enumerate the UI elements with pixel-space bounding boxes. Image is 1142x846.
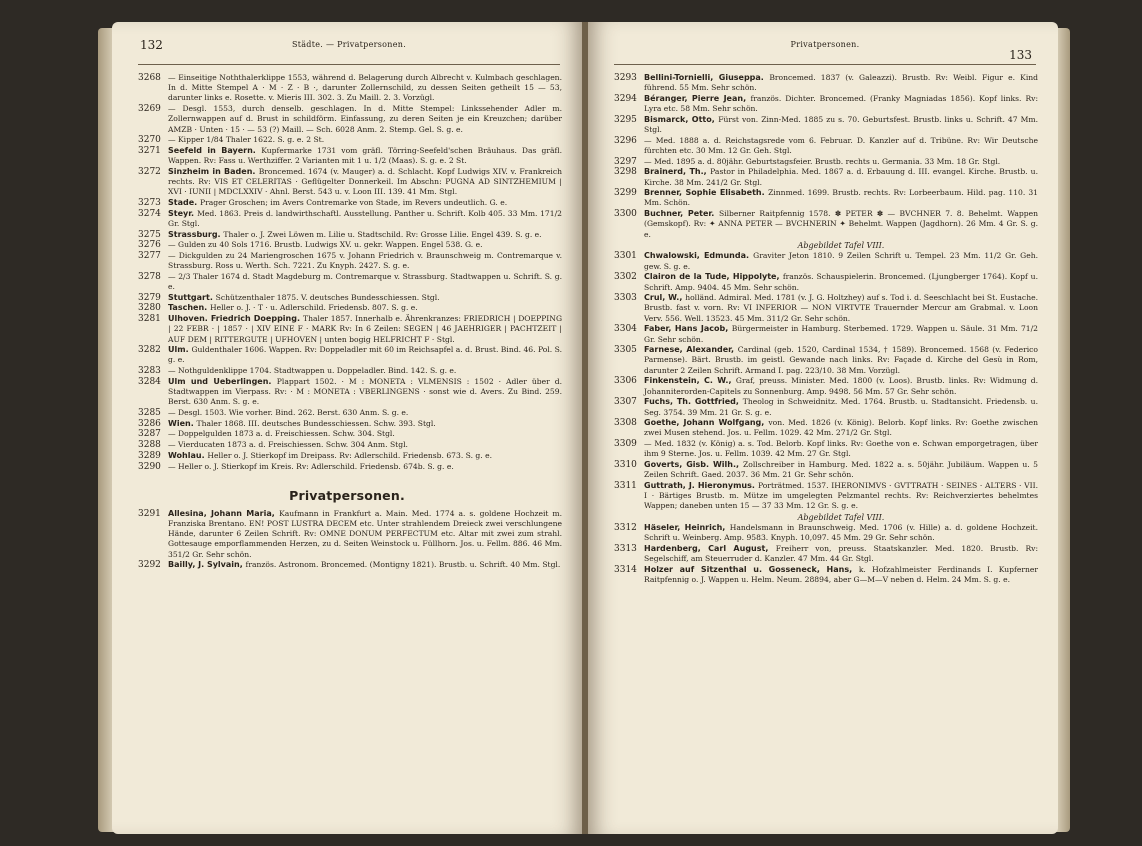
entry-text: Hardenberg, Carl August, Freiherr von, preuss. Staatskanzler. Med. 1820. Brustb. Rv: Segelschiff, am Steuerruder d. Kanzler. 47 Mm. 44 Gr. Stgl. [644,544,1039,564]
entry-text: Häseler, Heinrich, Handelsmann in Braunschweig. Med. 1706 (v. Hille) a. d. goldene Hochzeit. Schrift u. Weinberg. Amp. 9583. Knyph. 10,097. 45 Mm. 29 Gr. Sehr schön. [644,523,1038,543]
catalog-entry [614,209,1038,251]
catalog-entry [614,293,1038,324]
entry-lead: Sinzheim in Baden. [168,166,259,176]
entry-text: — 2/3 Thaler 1674 d. Stadt Magdeburg m. Contremarque v. Strassburg. Stadtwappen u. Schrift. S. g. e. [168,271,562,292]
left-running-head: Städte. — Privatpersonen. [291,40,407,49]
catalog-entry [614,167,1038,187]
entry-text: — Kipper 1/84 Thaler 1622. S. g. e. 2 St. [168,135,325,145]
entry-text: Buchner, Peter. Silberner Raitpfennig 1578. ✽ PETER ✽ — BVCHNER 7. 8. Behelmt. Wappen (Gemskopf). Rv: ✦ ANNA PETER — BVCHNERIN ✦ Behelmt. Wappen (Jagdhorn). 26 Mm. 4 Gr. S. g. e. Abgebildet Tafel VIII. [644,209,1038,250]
entry-number: 3272 [138,166,161,177]
entry-number: 3271 [138,145,161,156]
entry-number: 3286 [138,418,161,429]
entry-lead: Ulm und Ueberlingen. [168,376,277,386]
catalog-entry [138,73,562,104]
entry-text: Ulm. Guldenthaler 1606. Wappen. Rv: Doppeladler mit 60 im Reichsapfel a. d. Brust. Bind. 46. Pol. S. g. e. [168,345,562,365]
entry-lead: Strassburg. [168,229,224,239]
entry-number: 3289 [138,450,161,461]
entry-number: 3287 [138,429,161,440]
entry-text: Crul, W., holländ. Admiral. Med. 1781 (v. J. G. Holtzhey) auf s. Tod i. d. Seeschlacht bei St. Eustache. Brustb. fast v. vorn. Rv: VI INFERIOR — NON VIRTVTE Trauernder Mercur am Grabmal. v. Loon Verv. 556. Well. 13523. 45 Mm. 311/2 Gr. Sehr schön. [644,293,1038,323]
catalog-entry [614,565,1038,585]
entry-lead: Steyr. [168,208,198,218]
entry-number: 3305 [614,345,637,356]
entry-number: 3306 [614,376,637,387]
entry-number: 3280 [138,303,161,314]
catalog-entry [138,509,562,560]
entry-lead: Taschen. [168,303,210,313]
entry-text: Bellini-Tornielli, Giuseppa. Broncemed. 1837 (v. Galeazzi). Brustb. Rv: Weibl. Figur e. Kind führend. 55 Mm. Sehr schön. [644,73,1038,93]
entry-text: Goethe, Johann Wolfgang, von. Med. 1826 (v. König). Belorb. Kopf links. Rv: Goethe zwischen zwei Musen stehend. Jos. u. Fellm. 1029. 42 Mm. 271/2 Gr. Stgl. [644,418,1038,438]
catalog-entry [138,377,562,408]
entry-text: — Desgl. 1553, durch denselb. geschlagen. In d. Mitte Stempel: Linkssehender Adler m. Zollernwappen auf d. Brust in schildförm. Einfassung, zu deren Seiten je ein Kreuzchen; darüber AMZB · Unten · 15 · — 53 (?) Maill. — Sch. 6028 Anm. 2. Stemp. Gel. S. g. e. [168,104,562,134]
entry-text: Bailly, J. Sylvain, französ. Astronom. Broncemed. (Montigny 1821). Brustb. u. Schrift. 40 Mm. Stgl. [168,560,561,570]
entry-number: 3299 [614,188,637,199]
entry-lead: Chwalowski, Edmunda. [644,251,754,261]
entry-number: 3308 [614,418,637,429]
right-header [614,38,1036,68]
entry-lead: Ulm. [168,345,192,355]
catalog-entry [138,408,562,418]
entry-text: Ulm und Ueberlingen. Plappart 1502. · M : MONETA : VLMENSIS : 1502 · Adler über d. Stadtwappen im Vierpass. Rv: · M : MONETA : VBERLINGENS · sonst wie d. Avers. Zu Bind. 259. Berst. 630 Anm. S. g. e. [168,376,562,407]
entry-text: Finkenstein, C. W., Graf, preuss. Minister. Med. 1800 (v. Loos). Brustb. links. Rv: Widmung d. Johanniterorden-Capitels zu Sonnenburg. Amp. 9498. 56 Mm. 57 Gr. Sehr schön. [644,376,1038,396]
entry-lead: Béranger, Pierre Jean, [644,93,751,103]
entry-number: 3313 [614,544,637,555]
left-entries [138,73,562,472]
entry-text: — Dickgulden zu 24 Mariengroschen 1675 v. Johann Friedrich v. Braunschweig m. Contremarque v. Strassburg. Ross u. Werth. Sch. 7221. Zu Knyph. 2427. S. g. e. [168,250,562,271]
catalog-entry [138,366,562,376]
entry-number: 3300 [614,209,637,220]
entry-text: Brainerd, Th., Pastor in Philadelphia. Med. 1867 a. d. Erbauung d. III. evangel. Kirche. Brustb. u. Kirche. 38 Mm. 241/2 Gr. Stgl. [644,167,1038,187]
entry-number: 3307 [614,397,637,408]
entry-text: Strassburg. Thaler o. J. Zwei Löwen m. Lilie u. Stadtschild. Rv: Grosse Lilie. Engel 439. S. g. e. [168,229,542,239]
catalog-entry [138,272,562,292]
entry-number: 3296 [614,135,637,146]
catalog-entry [614,523,1038,543]
entry-lead: Stuttgart. [168,292,216,302]
catalog-entry [614,376,1038,396]
entry-lead: Clairon de la Tude, Hippolyte, [644,272,783,282]
catalog-entry [138,198,562,208]
entry-lead: Guttrath, J. Hieronymus. [644,480,758,490]
entry-text: Chwalowski, Edmunda. Graviter Jeton 1810. 9 Zeilen Schrift u. Tempel. 23 Mm. 11/2 Gr. Geh. gew. S. g. e. [644,251,1038,271]
entry-text: Allesina, Johann Maria, Kaufmann in Frankfurt a. Main. Med. 1774 a. s. goldene Hochzeit m. Franziska Brentano. EN! POST LUSTRA DECEM etc. Unter strahlendem Dreieck zwei verschlungene Hände, darunter 6 Zeilen Schrift. Rv: OMNE DONUM PERFECTUM etc. Altar mit zwei zum strahl. Gottesauge emporflammenden Herzen, zu d. Seiten Weinstock u. Füllhorn. Jos. u. Fellm. 886. 46 Mm. 351/2 Gr. Sehr schön. [168,508,562,559]
entry-lead: Buchner, Peter. [644,209,719,219]
right-page-number: 133 [1009,48,1032,62]
entry-text: Wohlau. Heller o. J. Stierkopf im Dreipass. Rv: Adlerschild. Friedensb. 673. S. g. e. [168,450,493,460]
entry-text: Brenner, Sophie Elisabeth. Zinnmed. 1699. Brustb. rechts. Rv: Lorbeerbaum. Hild. pag. 110. 31 Mm. Schön. [644,188,1038,208]
entry-number: 3302 [614,272,637,283]
catalog-entry [614,324,1038,344]
entry-lead: Seefeld in Bayern. [168,145,262,155]
entry-number: 3285 [138,408,161,418]
catalog-entry [138,429,562,439]
entry-number: 3292 [138,560,161,571]
entry-number: 3311 [614,480,637,491]
left-page [112,22,582,834]
catalog-entry [614,251,1038,271]
entry-number: 3273 [138,197,161,208]
entry-number: 3269 [138,104,161,115]
entry-text: Stade. Prager Groschen; im Avers Contremarke von Stade, im Revers undeutlich. G. e. [168,197,508,207]
catalog-entry [614,136,1038,156]
entry-number: 3288 [138,440,161,451]
entry-lead: Farnese, Alexander, [644,345,738,355]
entry-number: 3281 [138,314,161,325]
entry-lead: Wien. [168,418,197,428]
entry-lead: Faber, Hans Jacob, [644,324,732,334]
entry-text: Béranger, Pierre Jean, französ. Dichter. Broncemed. (Franky Magniadas 1856). Kopf links. Rv: Lyra etc. 58 Mm. Sehr schön. [644,93,1039,114]
entry-text: — Med. 1895 a. d. 80jähr. Geburtstagsfeier. Brustb. rechts u. Germania. 33 Mm. 18 Gr. Stgl. [644,156,1001,166]
catalog-entry [138,251,562,271]
entry-text: Wien. Thaler 1868. III. deutsches Bundesschiessen. Schw. 393. Stgl. [168,418,436,428]
entry-lead: Goethe, Johann Wolfgang, [644,418,769,428]
entry-text: Sinzheim in Baden. Broncemed. 1674 (v. Mauger) a. d. Schlacht. Kopf Ludwigs XIV. v. Frankreich rechts. Rv: VIS ET CELERITAS · Geflügelter Donnerkeil. Im Abschn: PUGNA AD SINTZHEMIUM | XVI · IUNII | MDCLXXIV · Ahnl. Berst. 543 u. v. Loon III. 139. 41 Mm. Stgl. [168,166,563,197]
catalog-entry [138,230,562,240]
entry-text: Bismarck, Otto, Fürst von. Zinn-Med. 1885 zu s. 70. Geburtsfest. Brustb. links u. Schrift. 47 Mm. Stgl. [644,114,1039,135]
entry-text: — Heller o. J. Stierkopf im Kreis. Rv: Adlerschild. Friedensb. 674b. S. g. e. [168,461,454,471]
entry-lead: Holzer auf Sitzenthal u. Gosseneck, Hans, [644,565,859,575]
entry-text: Guttrath, J. Hieronymus. Porträtmed. 1537. IHERONIMVS · GVTTRATH · SEINES · ALTERS · VII. I · Bärtiges Brustb. m. Mütze im umgelegten Pelzmantel rechts. Rv: Reichverziertes behelmtes Wappen; daneben unten 15 — 37 33 Mm. 12 Gr. S. g. e. Abgebildet Tafel VIII. [644,480,1038,522]
catalog-entry [614,460,1038,480]
entry-text: Steyr. Med. 1863. Preis d. landwirthschaftl. Ausstellung. Panther u. Schrift. Kolb 405. 33 Mm. 171/2 Gr. Stgl. [168,208,562,228]
entry-lead: Hardenberg, Carl August, [644,544,776,554]
entry-text: — Gulden zu 40 Sols 1716. Brustb. Ludwigs XV. u. gekr. Wappen. Engel 538. G. e. [168,240,483,250]
catalog-entry [614,94,1038,114]
entry-text: Goverts, Gisb. Wilh., Zollschreiber in Hamburg. Med. 1822 a. s. 50jähr. Jubiläum. Wappen u. 5 Zeilen Schrift. Gaed. 2037. 36 Mm. 21 Gr. Sehr schön. [644,460,1039,480]
catalog-entry [138,560,562,570]
right-page [588,22,1058,834]
entry-number: 3282 [138,345,161,356]
right-running-head: Privatpersonen. [790,40,860,49]
right-page-edges [1056,28,1070,832]
section-title: Privatpersonen. [289,487,405,503]
catalog-entry [138,209,562,229]
entry-number: 3297 [614,156,637,167]
entry-note: Abgebildet Tafel VIII. [797,512,885,522]
left-page-number: 132 [140,38,163,52]
catalog-entry [138,293,562,303]
entry-number: 3293 [614,73,637,83]
entry-lead: Brainerd, Th., [644,167,711,177]
entry-number: 3310 [614,460,637,471]
catalog-entry [614,272,1038,292]
catalog-entry [614,418,1038,438]
entry-text: — Doppelgulden 1873 a. d. Freischiessen. Schw. 304. Stgl. [168,429,395,439]
entry-number: 3304 [614,324,637,335]
entry-number: 3309 [614,439,637,450]
entry-text: Ulhoven. Friedrich Doepping. Thaler 1857. Innerhalb e. Ährenkranzes: FRIEDRICH | DOEPPING | 22 FEBR · | 1857 · | XIV EINE F · MARK Rv: In 6 Zeilen: SEGEN | 46 JAEHRIGER | PACHTZEIT | AUF DEM | RITTERGUTE | UFHOVEN | unten bogig HELFRICHT F · Stgl. [168,314,563,344]
entry-number: 3277 [138,250,161,261]
entry-lead: Crul, W., [644,293,686,303]
entry-text: Farnese, Alexander, Cardinal (geb. 1520, Cardinal 1534, † 1589). Broncemed. 1568 (v. Federico Parmense). Bärt. Brustb. im geistl. Gewande nach links. Rv: Façade d. Kirche del Gesù in Rom, darunter 2 Zeilen Schrift. Armand I. pag. 223/10. 38 Mm. Vorzügl. [644,345,1038,375]
entry-number: 3312 [614,523,637,534]
entry-number: 3270 [138,135,161,146]
entry-lead: Ulhoven. Friedrich Doepping. [168,314,304,324]
catalog-entry [614,157,1038,167]
catalog-entry [138,440,562,450]
entry-text: Fuchs, Th. Gottfried, Theolog in Schweidnitz. Med. 1764. Brustb. u. Stadtansicht. Friedensb. u. Seg. 3754. 39 Mm. 21 Gr. S. g. e. [644,397,1038,417]
entry-number: 3284 [138,376,161,387]
entry-number: 3283 [138,366,161,377]
catalog-entry [138,419,562,429]
entry-lead: Bismarck, Otto, [644,114,719,124]
entry-text: — Einseitige Noththalerklippe 1553, während d. Belagerung durch Albrecht v. Kulmbach geschlagen. In d. Mitte Stempel A · M · Z · B ·, darunter Zollernschild, zu dessen Seiten getheilt 15 — 53, darunter links e. Rosette. v. Mieris III. 302. 3. Zu Maill. 2. 3. Vorzügl. [168,73,562,103]
entry-number: 3301 [614,251,637,262]
entry-number: 3279 [138,292,161,303]
entry-number: 3303 [614,293,637,304]
entry-number: 3290 [138,461,161,472]
entry-number: 3295 [614,114,637,125]
catalog-entry [138,314,562,345]
catalog-entry [614,115,1038,135]
entry-text: Clairon de la Tude, Hippolyte, französ. Schauspielerin. Broncemed. (Ljungberger 1764). Kopf u. Schrift. Amp. 9404. 45 Mm. Sehr schön. [644,272,1038,292]
left-entries-privat [138,509,562,571]
catalog-entry [138,135,562,145]
catalog-entry [614,188,1038,208]
catalog-entry [138,303,562,313]
catalog-entry [138,104,562,135]
catalog-entry [138,146,562,166]
catalog-entry [138,167,562,198]
catalog-entry [614,345,1038,376]
catalog-entry [138,345,562,365]
catalog-entry [614,481,1038,523]
catalog-entry [138,451,562,461]
entry-number: 3276 [138,240,161,251]
catalog-entry [614,73,1038,93]
catalog-entry [614,397,1038,417]
entry-text: — Nothguldenklippe 1704. Stadtwappen u. Doppeladler. Bind. 142. S. g. e. [168,366,457,376]
entry-number: 3294 [614,93,637,104]
entry-text: — Med. 1888 a. d. Reichstagsrede vom 6. Februar. D. Kanzler auf d. Tribüne. Rv: Wir Deutsche fürchten etc. 30 Mm. 12 Gr. Geh. Stgl. [644,135,1038,155]
entry-number: 3314 [614,565,637,576]
entry-text: Faber, Hans Jacob, Bürgermeister in Hamburg. Sterbemed. 1729. Wappen u. Säule. 31 Mm. 71/2 Gr. Sehr schön. [644,324,1039,344]
catalog-entry [138,240,562,250]
entry-lead: Goverts, Gisb. Wilh., [644,460,743,470]
entry-text: — Desgl. 1503. Wie vorher. Bind. 262. Berst. 630 Anm. S. g. e. [168,408,409,417]
entry-text: — Med. 1832 (v. König) a. s. Tod. Belorb. Kopf links. Rv: Goethe von e. Schwan emporgetragen, über ihm 9 Sterne. Jos. u. Fellm. 1039. 42 Mm. 27 Gr. Stgl. [644,439,1038,459]
entry-lead: Finkenstein, C. W., [644,376,736,386]
entry-number: 3298 [614,167,637,178]
entry-number: 3291 [138,508,161,519]
catalog-entry [614,544,1038,564]
entry-lead: Wohlau. [168,450,208,460]
catalog-entry [138,462,562,472]
entry-number: 3275 [138,229,161,240]
entry-lead: Stade. [168,197,200,207]
entry-text: Taschen. Heller o. J. · T · u. Adlerschild. Friedensb. 807. S. g. e. [168,303,418,313]
entry-lead: Bellini-Tornielli, Giuseppa. [644,73,770,82]
entry-text: — Vierducaten 1873 a. d. Freischiessen. Schw. 304 Anm. Stgl. [168,440,408,450]
entry-note: Abgebildet Tafel VIII. [797,240,885,250]
entry-text: Holzer auf Sitzenthal u. Gosseneck, Hans, k. Hofzahlmeister Ferdinands I. Kupferner Raitpfennig o. J. Wappen u. Helm. Neum. 28894, aber G—M—V neben d. Helm. 24 Mm. S. g. e. [644,565,1038,585]
entry-number: 3278 [138,271,161,282]
entry-lead: Allesina, Johann Maria, [168,508,280,518]
entry-lead: Bailly, J. Sylvain, [168,560,246,570]
entry-text: Stuttgart. Schützenthaler 1875. V. deutsches Bundesschiessen. Stgl. [168,292,440,302]
left-header [138,38,560,68]
entry-lead: Brenner, Sophie Elisabeth. [644,188,769,198]
entry-number: 3268 [138,73,161,83]
catalog-entry [614,439,1038,459]
entry-text: Seefeld in Bayern. Kupfermarke 1731 vom gräfl. Törring-Seefeld'schen Bräuhaus. Das gräfl. Wappen. Rv: Fass u. Werthziffer. 2 Varianten mit 1 u. 1/2 (Maas). S. g. e. 2 St. [168,145,562,166]
entry-number: 3274 [138,208,161,219]
right-entries [614,73,1038,585]
entry-lead: Häseler, Heinrich, [644,523,730,533]
entry-lead: Fuchs, Th. Gottfried, [644,397,743,407]
